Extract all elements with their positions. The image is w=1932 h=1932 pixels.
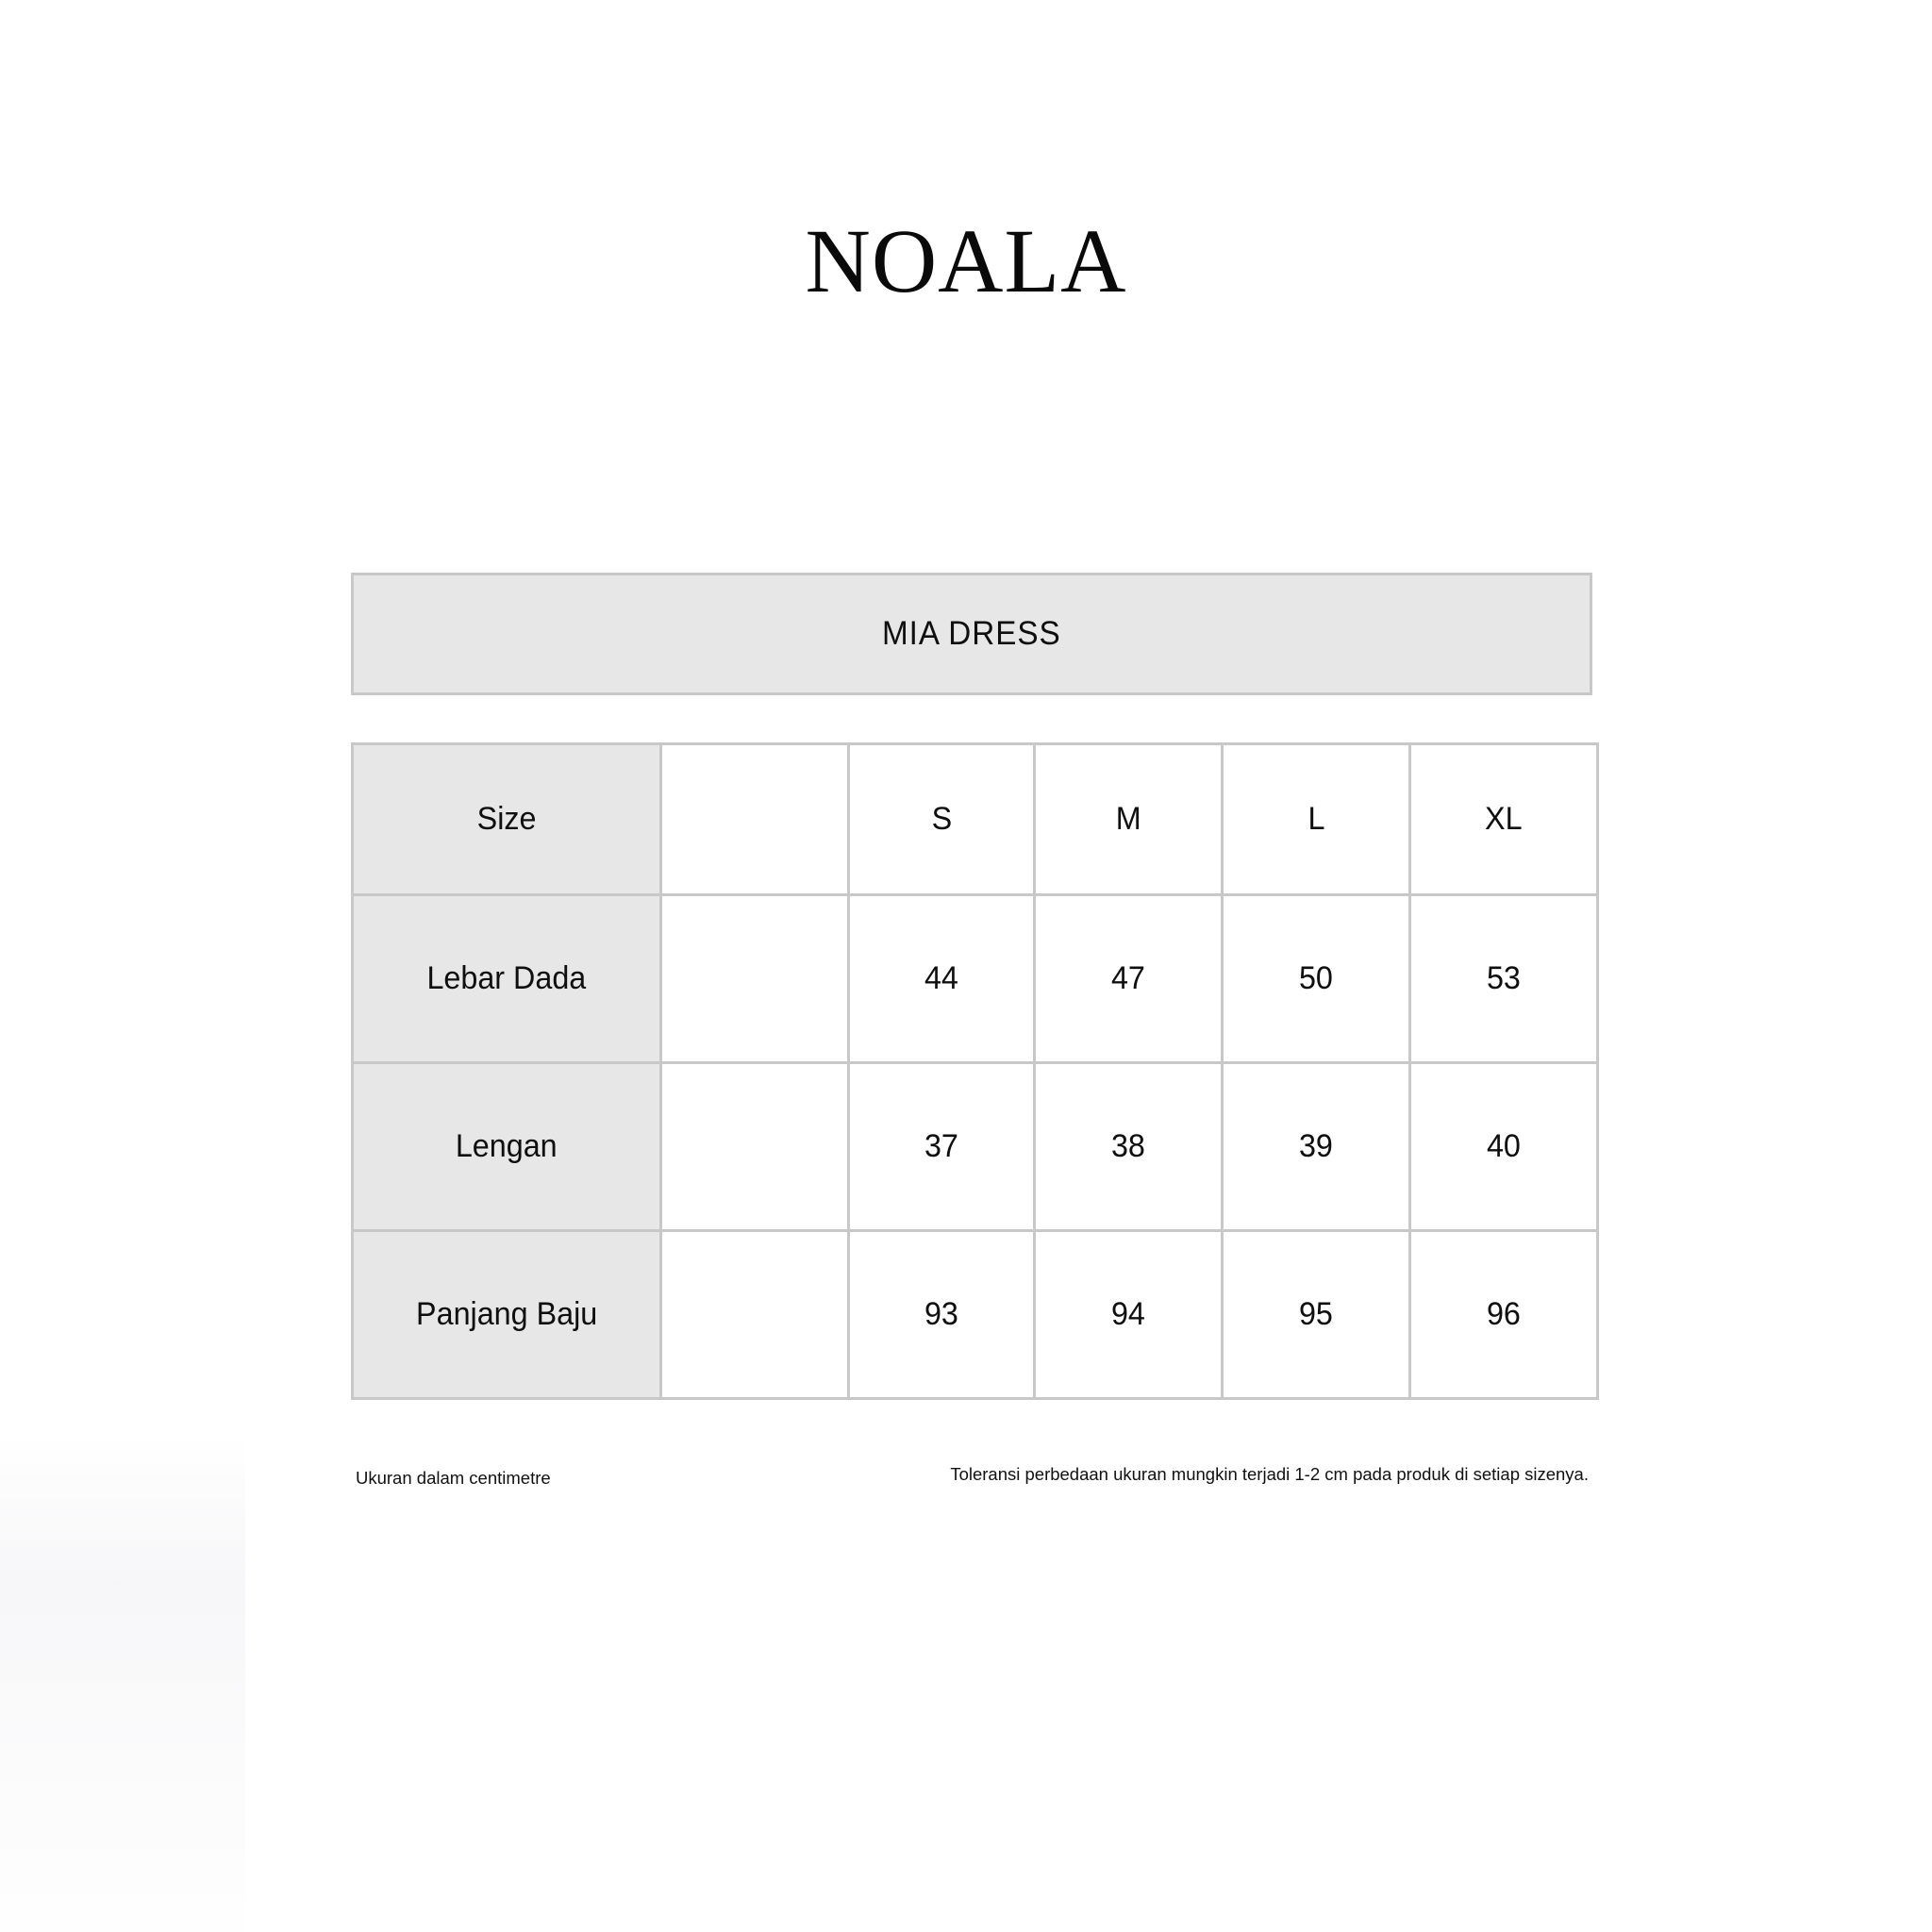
size-column-header <box>849 744 1035 895</box>
spacer-cell <box>661 744 849 895</box>
measurement-label: Lengan <box>456 1128 558 1164</box>
size-l-label: L <box>1307 801 1324 837</box>
value-text: 44 <box>924 960 958 996</box>
table-row <box>353 895 1598 1063</box>
value-text: 93 <box>924 1296 958 1332</box>
row-label-cell <box>353 895 661 1063</box>
measurement-label: Panjang Baju <box>415 1296 598 1332</box>
value-text: 94 <box>1111 1296 1145 1332</box>
measurement-value <box>1410 1063 1598 1231</box>
value-text: 38 <box>1111 1128 1145 1164</box>
spacer-cell <box>661 1063 849 1231</box>
size-header-label: Size <box>476 801 537 837</box>
value-text: 53 <box>1487 960 1521 996</box>
measurement-value <box>1410 895 1598 1063</box>
size-m-label: M <box>1115 801 1141 837</box>
table-row <box>353 1231 1598 1399</box>
tolerance-footnote: Toleransi perbedaan ukuran mungkin terjadi 1-2 cm pada produk di setiap sizenya. <box>950 1464 1589 1484</box>
product-title-banner <box>351 573 1592 695</box>
row-label-cell <box>353 1063 661 1231</box>
measurement-value <box>849 1231 1035 1399</box>
table-header-row <box>353 744 1598 895</box>
value-text: 96 <box>1487 1296 1521 1332</box>
size-column-header <box>1035 744 1223 895</box>
value-text: 95 <box>1299 1296 1333 1332</box>
spacer-cell <box>661 1231 849 1399</box>
measurement-value <box>849 895 1035 1063</box>
product-title: MIA DRESS <box>882 615 1061 652</box>
background-shadow-artifact <box>0 1434 245 1932</box>
size-xl-label: XL <box>1485 801 1523 837</box>
value-text: 40 <box>1487 1128 1521 1164</box>
measurement-value <box>1223 1231 1410 1399</box>
size-s-label: S <box>931 801 952 837</box>
size-column-header <box>1410 744 1598 895</box>
value-text: 37 <box>924 1128 958 1164</box>
measurement-label: Lebar Dada <box>426 960 587 996</box>
value-text: 50 <box>1299 960 1333 996</box>
value-text: 39 <box>1299 1128 1333 1164</box>
size-chart-table <box>351 742 1599 1400</box>
measurement-value <box>1223 895 1410 1063</box>
row-label-cell <box>353 1231 661 1399</box>
row-label-cell <box>353 744 661 895</box>
measurement-value <box>1035 895 1223 1063</box>
measurement-value <box>1035 1231 1223 1399</box>
spacer-cell <box>661 895 849 1063</box>
value-text: 47 <box>1111 960 1145 996</box>
table-row <box>353 1063 1598 1231</box>
brand-logo: NOALA <box>805 210 1127 311</box>
unit-footnote: Ukuran dalam centimetre <box>356 1468 551 1488</box>
measurement-value <box>1223 1063 1410 1231</box>
measurement-value <box>849 1063 1035 1231</box>
size-column-header <box>1223 744 1410 895</box>
measurement-value <box>1410 1231 1598 1399</box>
measurement-value <box>1035 1063 1223 1231</box>
